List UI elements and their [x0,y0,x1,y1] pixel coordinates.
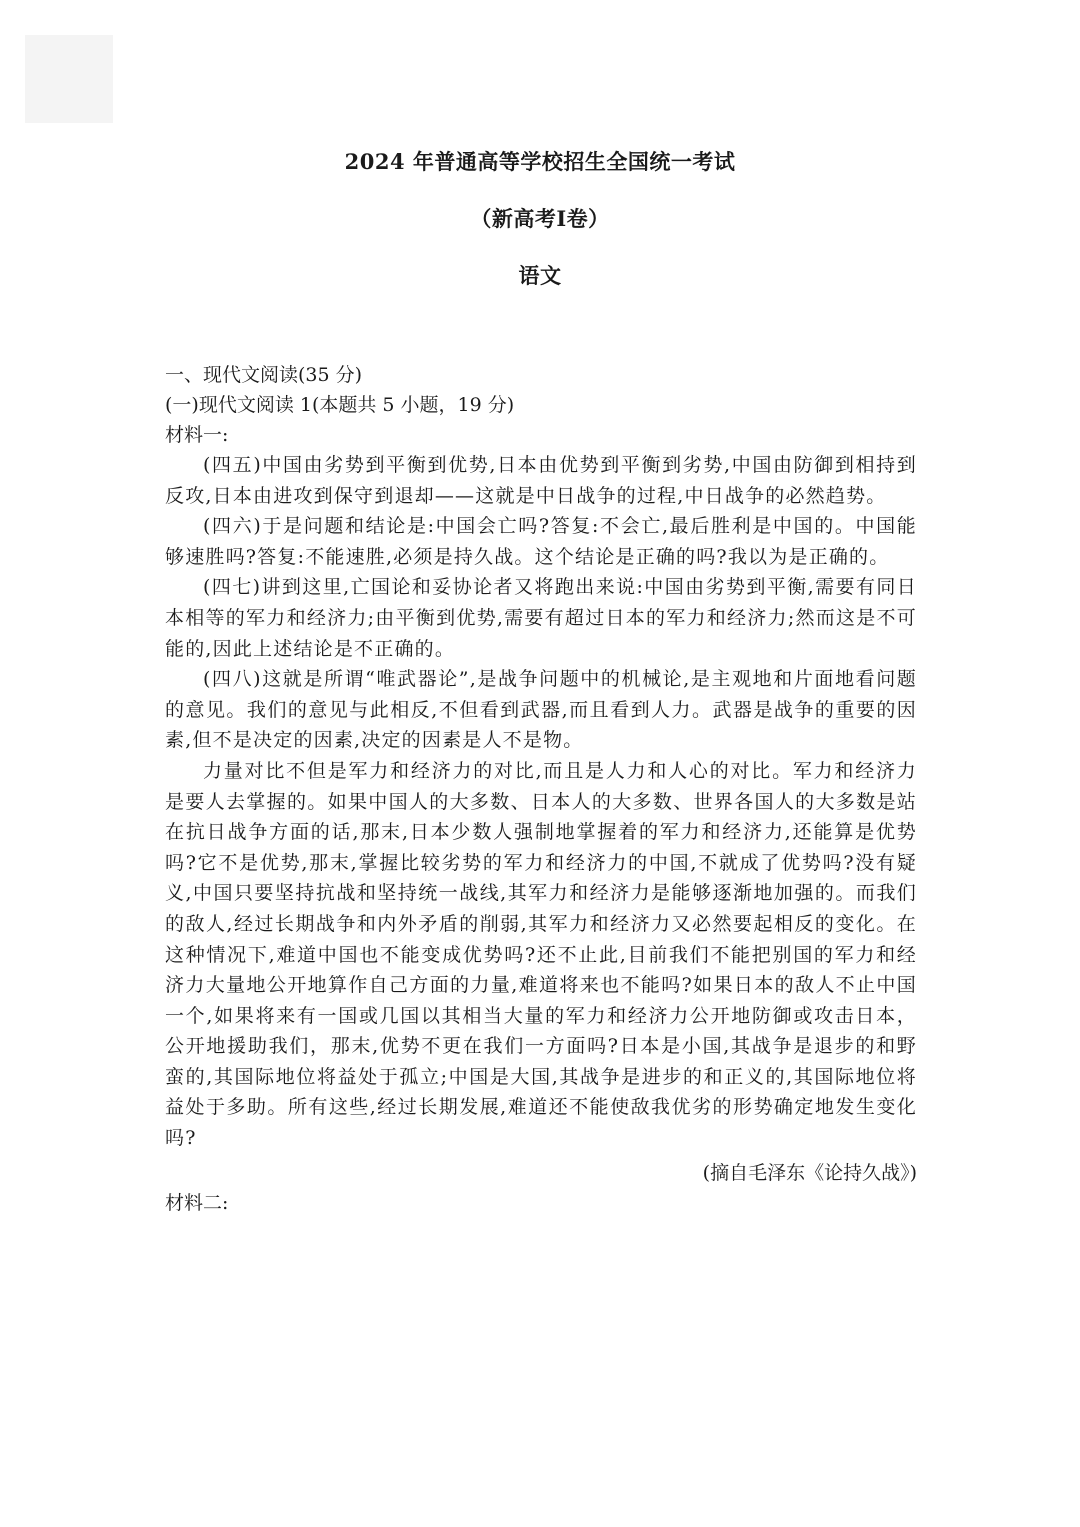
subject-title: 语文 [518,263,562,288]
source-citation: (摘自毛泽东《论持久战》) [702,1161,917,1184]
exam-content [165,360,917,1218]
exam-title: 2024 年普通高等学校招生全国统一考试 [344,149,736,174]
paragraph-47: (四七)讲到这里,亡国论和妥协论者又将跑出来说:中国由劣势到平衡,需要有同日本相等的军力和经济力;由平衡到优势,需要有超过日本的军力和经济力;然而这是不可能的,因此上述结论是不正确的。 [165,576,917,660]
paragraph-48: (四八)这就是所谓“唯武器论”,是战争问题中的机械论,是主观地和片面地看问题的意见。我们的意见与此相反,不但看到武器,而且看到人力。武器是战争的重要的因素,但不是决定的因素,决定的因素是人不是物。 [165,668,917,752]
material-two-label: 材料二: [165,1191,229,1214]
section-title: 一、现代文阅读(35 分) [165,364,363,386]
paper-type: （新高考Ⅰ卷） [470,206,610,231]
subsection-title: (一)现代文阅读 1(本题共 5 小题，19 分) [165,394,515,416]
paragraph-46: (四六)于是问题和结论是:中国会亡吗?答复:不会亡,最后胜利是中国的。中国能够速胜吗?答复:不能速胜,必须是持久战。这个结论是正确的吗?我以为是正确的。 [165,515,917,568]
paragraph-45: (四五)中国由劣势到平衡到优势,日本由优势到平衡到劣势,中国由防御到相持到反攻,日本由进攻到保守到退却——这就是中日战争的过程,中日战争的必然趋势。 [165,454,917,507]
scan-corner-mark [25,35,113,123]
material-one-label: 材料一: [165,424,229,446]
paragraph-force-comparison: 力量对比不但是军力和经济力的对比,而且是人力和人心的对比。军力和经济力是要人去掌握的。如果中国人的大多数、日本人的大多数、世界各国人的大多数是站在抗日战争方面的话,那末,日本少数人强制地掌握着的军力和经济力,还能算是优势吗?它不是优势,那末,掌握比较劣势的军力和经济力的中国,不就成了优势吗?没有疑义,中国只要坚持抗战和坚持统一战线,其军力和经济力是能够逐渐地加强的。而我们的敌人,经过长期战争和内外矛盾的削弱,其军力和经济力又必然要起相反的变化。在这种情况下,难道中国也不能变成优势吗?还不止此,目前我们不能把别国的军力和经济力大量地公开地算作自己方面的力量,难道将来也不能吗?如果日本的敌人不止中国一个,如果将来有一国或几国以其相当大量的军力和经济力公开地防御或攻击日本，公开地援助我们，那末,优势不更在我们一方面吗?日本是小国,其战争是退步的和野蛮的,其国际地位将益处于孤立;中国是大国,其战争是进步的和正义的,其国际地位将益处于多助。所有这些,经过长期发展,难道还不能使敌我优劣的形势确定地发生变化吗? [165,759,917,1150]
